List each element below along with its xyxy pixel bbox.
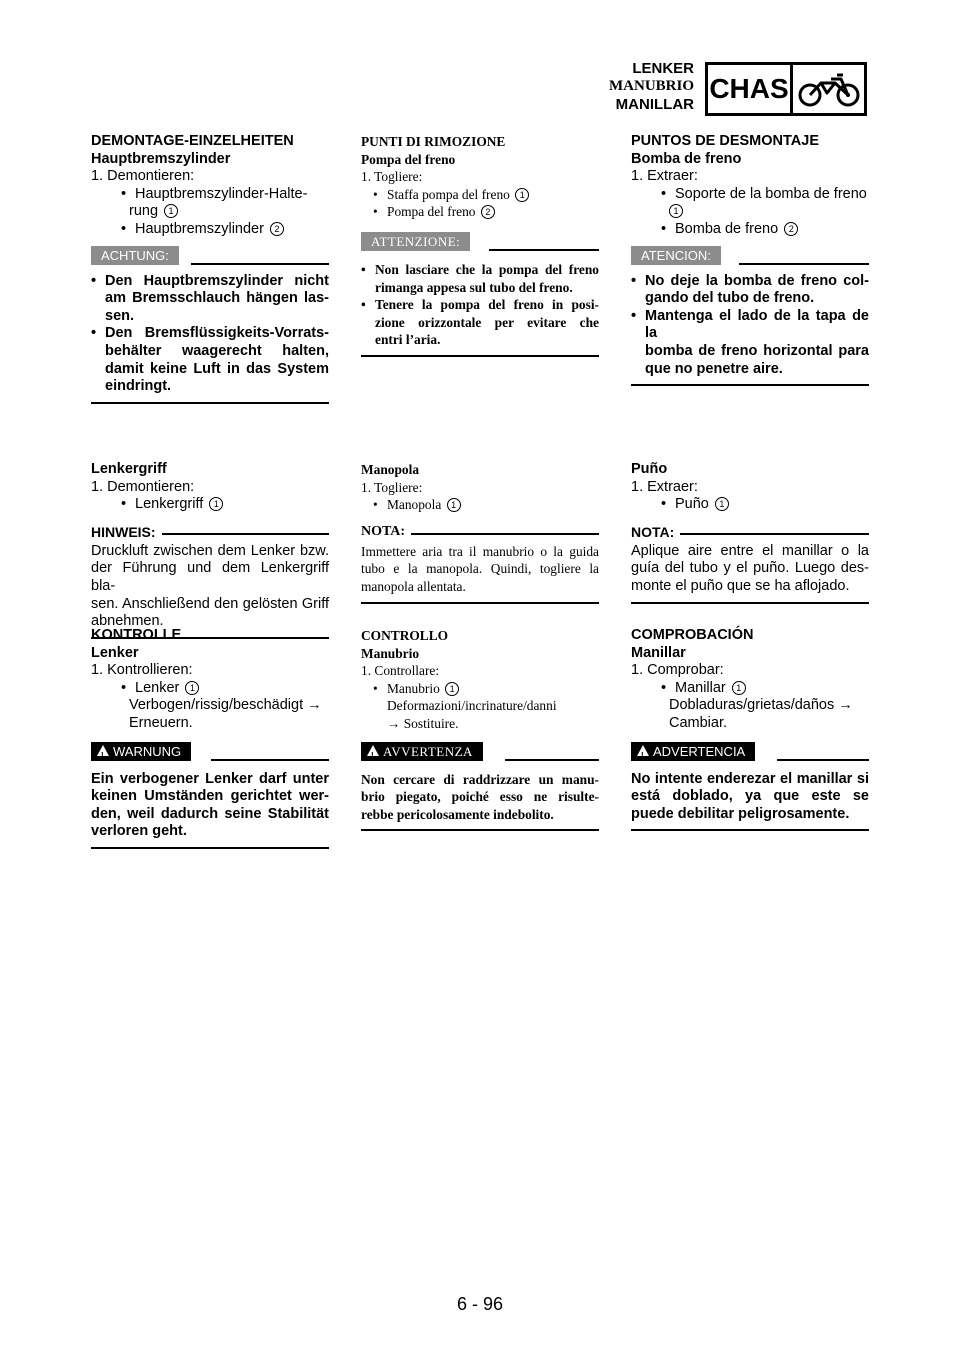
warning-line: verloren geht. (91, 823, 187, 840)
subsection-title: Bomba de freno (631, 150, 742, 167)
subsection-title: Manillar (631, 644, 686, 661)
caution-line: • Mantenga el lado de la tapa de la (631, 307, 869, 342)
caution-line: damit keine Luft in das System (105, 360, 329, 377)
column-german-check (91, 627, 329, 851)
caution-body (631, 273, 869, 379)
caution-header (631, 245, 869, 273)
caution-line: entri l’aria. (375, 332, 441, 348)
caution-body (361, 261, 599, 349)
warning-line: puede debilitar peligrosamente. (631, 805, 850, 822)
subsection-title: Puño (631, 461, 668, 477)
list-item: • Lenkergriff 1 (91, 496, 329, 514)
divider (631, 384, 869, 386)
caution-badge: ATTENZIONE: (361, 232, 470, 251)
section-title: COMPROBACIÓN (631, 627, 754, 643)
header-title-it: MANUBRIO (609, 78, 694, 94)
note-label: NOTA: (361, 524, 411, 540)
note-header (91, 523, 329, 543)
callout-1: 1 (164, 204, 178, 218)
callout-1: 1 (445, 682, 459, 696)
list-item: • Manillar 1 (631, 680, 869, 698)
motorcycle-icon (793, 65, 864, 113)
warning-body (91, 771, 329, 841)
column-spanish (631, 133, 869, 388)
warning-badge: ! WARNUNG (91, 742, 191, 761)
subsection-title: Manopola (361, 462, 420, 477)
subsection-title: Lenker (91, 644, 139, 661)
list-item-action: Cambiar. (669, 714, 728, 731)
step: 1. Demontieren: (91, 168, 195, 185)
callout-1: 1 (447, 498, 461, 512)
note-header (631, 523, 869, 543)
warning-line: está doblado, ya que este se (631, 788, 869, 805)
callout-1: 1 (715, 497, 729, 511)
warning-badge: ! AVVERTENZA (361, 742, 483, 761)
warning-icon (367, 745, 379, 756)
divider (211, 759, 329, 761)
warning-line: No intente enderezar el manillar si (631, 770, 869, 787)
note-label: HINWEIS: (91, 524, 162, 540)
list-item-action: Erneuern. (129, 714, 193, 731)
subsection-title: Manubrio (361, 645, 420, 661)
list-item: • Soporte de la bomba de freno (661, 185, 867, 202)
callout-2: 2 (481, 205, 495, 219)
caution-line: gando del tubo de freno. (645, 290, 815, 307)
list-item: • Puño 1 (631, 496, 869, 514)
list-item-detail: Deformazioni/incrinature/danni (387, 698, 557, 714)
callout-2: 2 (784, 222, 798, 236)
warning-line: den, weil dadurch seine Stabilität (91, 805, 329, 822)
list-item-detail: Verbogen/rissig/beschädigt → (129, 697, 322, 714)
subsection-title: Lenkergriff (91, 461, 167, 477)
step: 1. Extraer: (631, 478, 698, 495)
list-item: • Bomba de freno 2 (631, 221, 869, 239)
section-title: PUNTOS DE DESMONTAJE (631, 133, 819, 149)
column-german (91, 133, 329, 406)
warning-header (631, 741, 869, 771)
divider (631, 829, 869, 831)
callout-1: 1 (732, 681, 746, 695)
callout-1: 1 (515, 188, 529, 202)
caution-header (361, 231, 599, 261)
subsection-title: Pompa del freno (361, 151, 456, 167)
list-item: • Pompa del freno 2 (361, 203, 599, 221)
caution-badge: ACHTUNG: (91, 246, 179, 265)
step: 1. Togliere: (361, 169, 423, 185)
list-item: • Lenker 1 (91, 680, 329, 698)
divider (489, 249, 599, 251)
step: 1. Togliere: (361, 479, 423, 495)
divider (91, 847, 329, 849)
column-german-grip (91, 461, 329, 641)
caution-line: • No deje la bomba de freno col- (631, 272, 869, 289)
note-line: Druckluft zwischen dem Lenker bzw. (91, 542, 329, 559)
caution-line: am Bremsschlauch hängen las- (105, 290, 329, 307)
header-title-de: LENKER (632, 60, 694, 77)
warning-header (361, 741, 599, 771)
column-italian-check (361, 627, 599, 833)
subsection-title: Hauptbremszylinder (91, 150, 231, 167)
caution-line: • Den Hauptbremszylinder nicht (91, 272, 329, 289)
warning-badge: ! ADVERTENCIA (631, 742, 755, 761)
note-line: monte el puño que se ha aflojado. (631, 577, 850, 594)
note-line: sen. Anschließend den gelösten Griff (91, 595, 329, 612)
page-number: 6 - 96 (456, 1294, 504, 1314)
divider (777, 759, 869, 761)
divider (505, 759, 599, 761)
note-line: tubo e la manopola. Quindi, togliere la (361, 561, 599, 577)
list-item: • Staffa pompa del freno 1 (361, 186, 599, 204)
note-line: Aplique aire entre el manillar o la (631, 542, 869, 559)
warning-line: Ein verbogener Lenker darf unter (91, 770, 329, 787)
warning-line: brio piegato, poiché esso ne risulte- (361, 789, 599, 805)
step: 1. Demontieren: (91, 478, 195, 495)
list-item: rung 1 (91, 203, 329, 221)
list-item: • Hauptbremszylinder-Halte- (121, 185, 308, 202)
callout-1: 1 (185, 681, 199, 695)
callout-1: 1 (669, 204, 683, 218)
section-title: KONTROLLE (91, 627, 182, 643)
caution-line: eindringt. (105, 378, 172, 395)
caution-line: bomba de freno horizontal para (645, 342, 869, 359)
step: 1. Comprobar: (631, 662, 724, 679)
column-spanish-grip (631, 461, 869, 606)
header-title-es: MANILLAR (615, 96, 694, 113)
step: 1. Extraer: (631, 168, 698, 185)
step: 1. Controllare: (361, 663, 440, 679)
caution-line: • Non lasciare che la pompa del freno (361, 261, 599, 277)
note-line: Immettere aria tra il manubrio o la guida (361, 543, 599, 559)
chas-label: CHAS (708, 65, 793, 113)
note-line: abnehmen. (91, 613, 164, 630)
column-italian-grip (361, 461, 599, 606)
divider (361, 355, 599, 357)
caution-line: rimanga appesa sul tubo del freno. (375, 279, 573, 295)
warning-line: Non cercare di raddrizzare un manu- (361, 771, 599, 787)
divider (361, 829, 599, 831)
section-title: PUNTI DI RIMOZIONE (361, 134, 506, 149)
divider (91, 402, 329, 404)
list-item: • Manubrio 1 (361, 680, 599, 698)
caution-line: • Tenere la pompa del freno in posi- (361, 297, 599, 313)
divider (739, 263, 869, 265)
caution-line: • Den Bremsflüssigkeits-Vorrats- (91, 325, 329, 342)
list-item: • Hauptbremszylinder 2 (91, 221, 329, 239)
callout-1: 1 (209, 497, 223, 511)
warning-body (631, 771, 869, 824)
divider (631, 602, 869, 604)
section-title: DEMONTAGE-EINZELHEITEN (91, 133, 294, 149)
note-header (361, 523, 599, 543)
caution-badge: ATENCION: (631, 246, 721, 265)
note-line: guía del tubo y el puño. Luego des- (631, 560, 869, 577)
warning-line: rebbe pericolosamente indebolito. (361, 806, 554, 822)
note-line: manopola allentata. (361, 578, 466, 594)
column-spanish-check (631, 627, 869, 833)
caution-line: zione orizzontale per evitare che (375, 314, 599, 330)
warning-icon (637, 745, 649, 756)
caution-line: behälter waagerecht halten, (105, 342, 329, 359)
warning-body (361, 771, 599, 824)
column-italian (361, 133, 599, 359)
caution-header (91, 245, 329, 273)
list-item (631, 203, 869, 221)
divider (361, 602, 599, 604)
note-label: NOTA: (631, 524, 680, 540)
list-item-detail: Dobladuras/grietas/daños → (669, 697, 853, 714)
caution-body (91, 273, 329, 396)
warning-header (91, 741, 329, 771)
section-title: CONTROLLO (361, 628, 449, 643)
step: 1. Kontrollieren: (91, 662, 193, 679)
list-item-action: → Sostituire. (387, 715, 459, 731)
caution-line: que no penetre aire. (645, 360, 783, 377)
warning-icon (97, 745, 109, 756)
chas-badge (705, 62, 867, 116)
divider (191, 263, 329, 265)
callout-2: 2 (270, 222, 284, 236)
note-line: der Führung und dem Lenkergriff bla- (91, 560, 329, 594)
caution-line: sen. (105, 307, 135, 324)
list-item: • Manopola 1 (361, 496, 599, 514)
warning-line: keinen Umständen gerichtet wer- (91, 788, 329, 805)
